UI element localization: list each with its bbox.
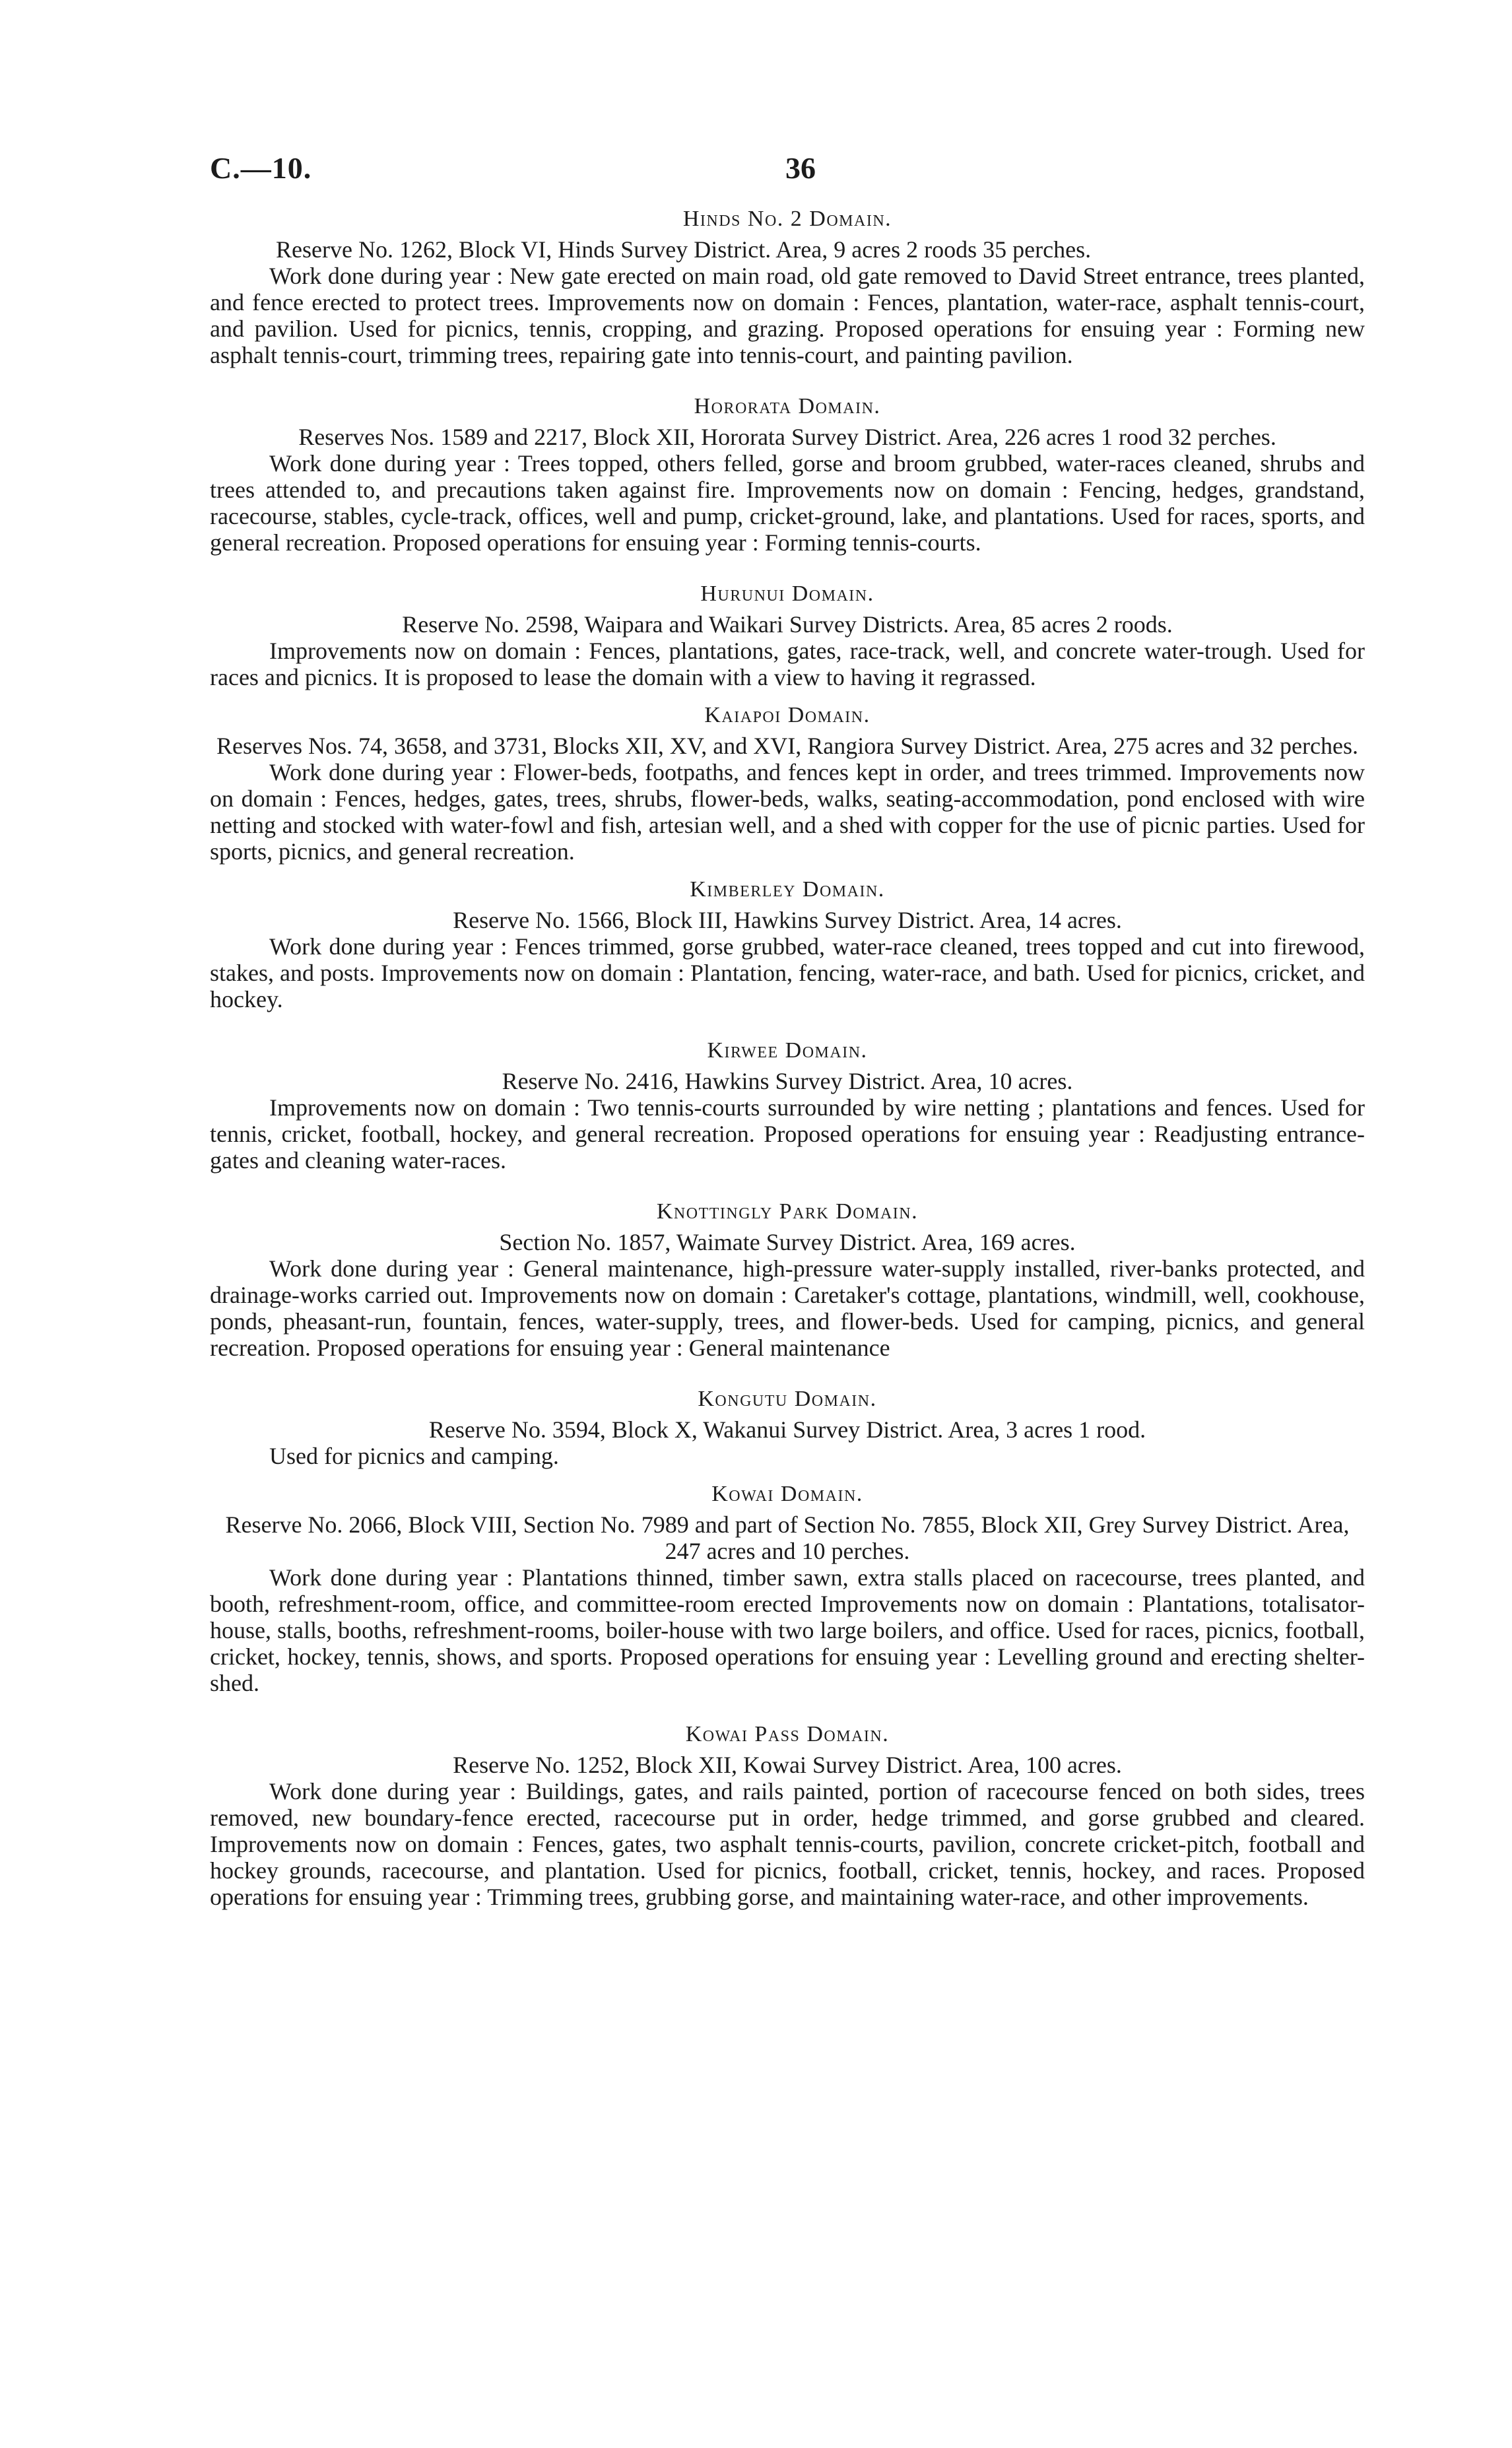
section-kimberley-domain: [210, 877, 1365, 1012]
document-body: [210, 206, 1365, 1910]
section-title: Hurunui Domain.: [700, 581, 874, 606]
section-knottingly-park-domain: [210, 1199, 1365, 1361]
section-paragraph: Work done during year : General maintenance, high-pressure water-supply installed, river-banks protected, and drainage-works carried out. Improvements now on domain : Caretaker's cottage, plantations, windmill, well, cookhouse, ponds, pheasant-run, fountain, fences, water-supply, trees, and flower-beds. Used for camping, picnics, and general recreation. Proposed operations for ensuing year : General maintenance: [210, 1255, 1365, 1361]
section-reserve-line: Reserve No. 2066, Block VIII, Section No. 7989 and part of Section No. 7855, Block XII, Grey Survey District. Area, 247 acres and 10 perches.: [225, 1511, 1350, 1564]
section-hurunui-domain: [210, 581, 1365, 690]
section-reserve-line: Reserves Nos. 74, 3658, and 3731, Blocks XII, XV, and XVI, Rangiora Survey District. Area, 275 acres and 32 perches.: [216, 733, 1358, 759]
section-kowai-pass-domain: [210, 1721, 1365, 1910]
section-title: Kirwee Domain.: [707, 1038, 868, 1063]
section-paragraph: Improvements now on domain : Fences, plantations, gates, race-track, well, and concrete water-trough. Used for races and picnics. It is proposed to lease the domain with a view to having it regrassed.: [210, 638, 1365, 690]
page-number: 36: [785, 151, 816, 185]
section-reserve-line: Section No. 1857, Waimate Survey District. Area, 169 acres.: [499, 1229, 1076, 1255]
section-kowai-domain: [210, 1481, 1365, 1696]
section-kongutu-domain: [210, 1386, 1365, 1469]
section-title: Kimberley Domain.: [690, 877, 885, 902]
section-title: Kowai Domain.: [711, 1482, 863, 1506]
section-reserve-line: Reserve No. 1566, Block III, Hawkins Survey District. Area, 14 acres.: [453, 907, 1122, 933]
section-paragraph: Used for picnics and camping.: [269, 1443, 559, 1469]
section-paragraph: Work done during year : Plantations thinned, timber sawn, extra stalls placed on racecourse, trees planted, and booth, refreshment-room, office, and committee-room erected Improvements now on domain : Plantations, totalisator-house, stalls, booths, refreshment-rooms, boiler-house with two large boilers, and office. Used for races, picnics, football, cricket, hockey, tennis, shows, and sports. Proposed operations for ensuing year : Levelling ground and erecting shelter-shed.: [210, 1564, 1365, 1696]
section-title: Kongutu Domain.: [698, 1387, 877, 1411]
section-title: Knottingly Park Domain.: [656, 1199, 919, 1224]
section-title: Kaiapoi Domain.: [704, 703, 871, 727]
section-reserve-line: Reserve No. 3594, Block X, Wakanui Survey District. Area, 3 acres 1 rood.: [428, 1416, 1146, 1443]
section-kirwee-domain: [210, 1038, 1365, 1174]
section-paragraph: Work done during year : Trees topped, others felled, gorse and broom grubbed, water-races cleaned, shrubs and trees attended to, and precautions taken against fire. Improvements now on domain : Fencing, hedges, grandstand, racecourse, stables, cycle-track, offices, well and pump, cricket-ground, lake, and plantations. Used for races, sports, and general recreation. Proposed operations for ensuing year : Forming tennis-courts.: [210, 450, 1365, 556]
section-hinds-no-2-domain: [210, 206, 1365, 368]
section-reserve-line: Reserve No. 1262, Block VI, Hinds Survey District. Area, 9 acres 2 roods 35 perches.: [276, 236, 1092, 263]
section-hororata-domain: [210, 393, 1365, 556]
section-title: Hororata Domain.: [694, 394, 881, 418]
section-reserve-line: Reserve No. 1252, Block XII, Kowai Survey District. Area, 100 acres.: [453, 1752, 1122, 1778]
section-reserve-line: Reserve No. 2416, Hawkins Survey District. Area, 10 acres.: [502, 1068, 1073, 1094]
section-paragraph: Improvements now on domain : Two tennis-courts surrounded by wire netting ; plantations and fences. Used for tennis, cricket, football, hockey, and general recreation. Proposed operations for ensuing year : Readjusting entrance-gates and cleaning water-races.: [210, 1094, 1365, 1174]
section-paragraph: Work done during year : Fences trimmed, gorse grubbed, water-race cleaned, trees topped and cut into firewood, stakes, and posts. Improvements now on domain : Plantation, fencing, water-race, and bath. Used for picnics, cricket, and hockey.: [210, 933, 1365, 1012]
section-paragraph: Work done during year : Flower-beds, footpaths, and fences kept in order, and trees trimmed. Improvements now on domain : Fences, hedges, gates, trees, shrubs, flower-beds, walks, seating-accommodation, pond enclosed with wire netting and stocked with water-fowl and fish, artesian well, and a shed with copper for the use of picnic parties. Used for sports, picnics, and general recreation.: [210, 759, 1365, 865]
section-kaiapoi-domain: [210, 702, 1365, 865]
section-paragraph: Work done during year : New gate erected on main road, old gate removed to David Street entrance, trees planted, and fence erected to protect trees. Improvements now on domain : Fences, plantation, water-race, asphalt tennis-court, and pavilion. Used for picnics, tennis, cropping, and grazing. Proposed operations for ensuing year : Forming new asphalt tennis-court, trimming trees, repairing gate into tennis-court, and painting pavilion.: [210, 263, 1365, 368]
document-code: C.—10.: [210, 151, 312, 185]
section-title: Kowai Pass Domain.: [685, 1722, 890, 1746]
section-title: Hinds No. 2 Domain.: [682, 207, 892, 231]
section-paragraph: Work done during year : Buildings, gates, and rails painted, portion of racecourse fenced on both sides, trees removed, new boundary-fence erected, racecourse put in order, hedge trimmed, and gorse grubbed and cleared. Improvements now on domain : Fences, gates, two asphalt tennis-courts, pavilion, concrete cricket-pitch, football and hockey grounds, racecourse, and plantation. Used for picnics, football, cricket, tennis, hockey, and races. Proposed operations for ensuing year : Trimming trees, grubbing gorse, and maintaining water-race, and other improvements.: [210, 1778, 1365, 1910]
section-reserve-line: Reserve No. 2598, Waipara and Waikari Survey Districts. Area, 85 acres 2 roods.: [402, 611, 1173, 638]
section-reserve-line: Reserves Nos. 1589 and 2217, Block XII, Hororata Survey District. Area, 226 acres 1 rood 32 perches.: [298, 424, 1276, 450]
